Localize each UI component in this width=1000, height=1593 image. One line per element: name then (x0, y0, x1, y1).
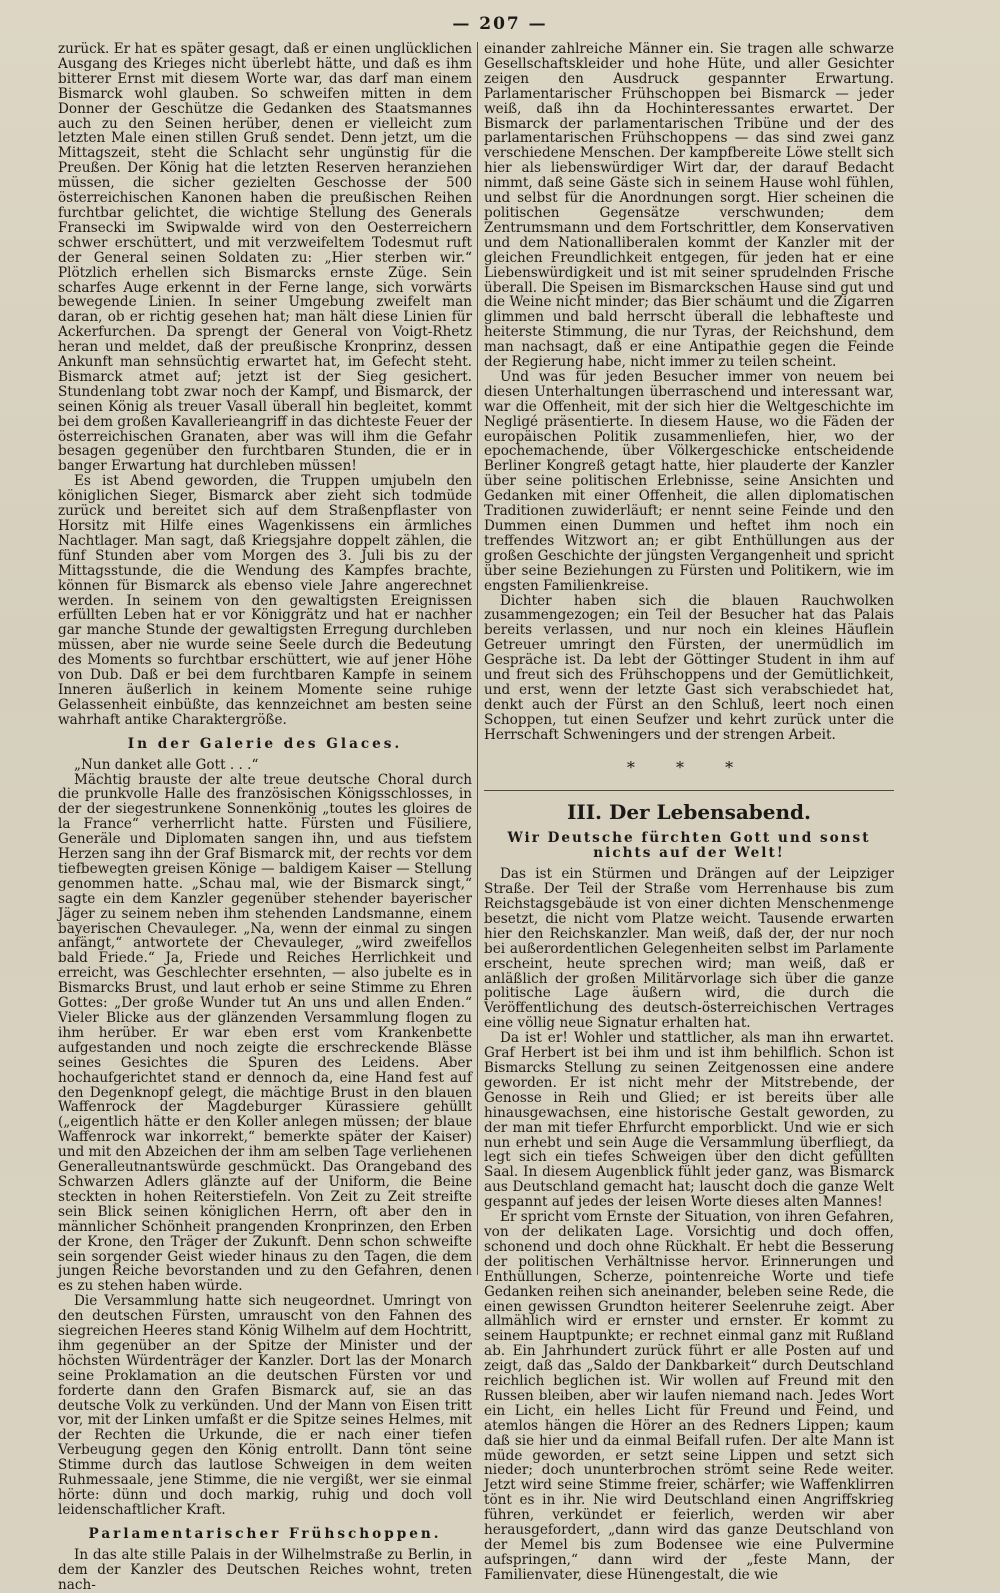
section-heading: In der Galerie des Glaces. (127, 735, 403, 752)
horizontal-rule (484, 790, 894, 791)
section-heading: Parlamentarischer Frühschoppen. (88, 1525, 442, 1542)
page-number: — 207 — (452, 14, 548, 34)
left-column (58, 41, 472, 1593)
paragraph: zurück. Er hat es später gesagt, daß er einen unglücklichen Ausgang des Krieges nicht überlebt hätte, und daß es ihm bitterer Ernst mit diesem Worte war, das darf man einem Bismarck wohl glauben. So schweifen mitten in dem Donner der Geschütze die Gedanken des Staatsmannes auch zu den Seinen herüber, denen er vielleicht zum letzten Male einen stillen Gruß sendet. Denn jetzt, um die Mittagszeit, steht die Schlacht sehr ungünstig für die Preußen. Der König hat die letzten Reserven heranziehen müssen, die sicher gezielten Geschosse der 500 österreichischen Kanonen haben die preußischen Reihen furchtbar gelichtet, die wichtige Stellung des Generals Fransecki im Swipwalde wird von den Oesterreichern schwer erschüttert, und mit verzweifeltem Todesmut ruft der General seinen Soldaten zu: „Hier sterben wir.“ Plötzlich erhellen sich Bismarcks ernste Züge. Sein scharfes Auge erkennt in der Ferne lange, sich vorwärts bewegende Linien. In seiner Umgebung zweifelt man daran, ob er richtig gesehen hat; man hält diese Linien für Ackerfurchen. Da sprengt der General von Voigt-Rhetz heran und meldet, daß der preußische Kronprinz, dessen Ankunft man sehnsüchtig erwartet hat, im Gefecht steht. Bismarck atmet auf; jetzt ist der Sieg gesichert. Stundenlang tobt zwar noch der Kampf, und Bismarck, der seinen König als treuer Vasall überall hin begleitet, kommt bei dem großen Kavallerieangriff in das dichteste Feuer der österreichischen Granaten, aber was will ihm die Gefahr besagen gegenüber den furchtbaren Stunden, die er in banger Erwartung hat durchleben müssen! (58, 41, 472, 475)
paragraph: Die Versammlung hatte sich neugeordnet. Umringt von den deutschen Fürsten, umrauscht von den Fahnen des siegreichen Heeres stand König Wilhelm auf dem Hochtritt, ihm gegenüber an der Spitze der Minister und der höchsten Würdenträger der Kanzler. Dort las der Monarch seine Proklamation an die deutschen Fürsten vor und forderte dann den Grafen Bismarck auf, sie an das deutsche Volk zu verkünden. Und der Mann von Eisen tritt vor, mit der Linken umfaßt er die Spitze seines Helmes, mit der Rechten die Urkunde, die er nach einer tiefen Verbeugung gegen den König entrollt. Dann tönt seine Stimme durch das lautlose Schweigen in dem weiten Ruhmessaale, jene Stimme, die nie vergißt, wer sie einmal hörte: dünn und doch markig, ruhig und doch voll leidenschaftlicher Kraft. (58, 1293, 472, 1518)
chapter-heading: III. Der Lebensabend. (566, 799, 811, 824)
paragraph: Mächtig brauste der alte treue deutsche Choral durch die prunkvolle Halle des französischen Königsschlosses, in der der siegestrunkene Sonnenkönig „toutes les gloires de la France“ verherrlicht hatte. Fürsten und Füsiliere, Generäle und Diplomaten sangen ihn, und aus tiefstem Herzen sang ihn der Graf Bismarck mit, der rechts vor dem tiefbewegten greisen Könige — baldigem Kaiser — Stellung genommen hatte. „Schau mal, wie der Bismarck singt,“ sagte ein dem Kanzler gegenüber stehender bayerischer Jäger zu seinem neben ihm stehenden Landsmanne, einem bayerischen Chevauleger. „Na, wenn der einmal zu singen anfängt,“ antwortete der Chevauleger, „wird zweifellos bald Friede.“ Ja, Friede und Reiches Herrlichkeit und erreicht, was Geschlechter ersehnten, — also jubelte es in Bismarcks Brust, und laut erhob er seine Stimme zu Ehren Gottes: „Der große Wunder tut An uns und allen Enden.“ Vieler Blicke aus der glänzenden Versammlung flogen zu ihm herüber. Er war eben erst vom Krankenbette aufgestanden und noch zeigte die erschreckende Blässe seines Gesichtes die Spuren des Leidens. Aber hochaufgerichtet stand er dennoch da, eine Hand fest auf den Degenknopf gelegt, die mächtige Brust in den blauen Waffenrock der Magdeburger Kürassiere gehüllt („eigentlich hätte er den Koller anlegen müssen; der blaue Waffenrock war inkorrekt,“ bemerkte später der Kaiser) und mit den Abzeichen der ihm am selben Tage verliehenen Generalleutnantswürde geschmückt. Das Orangeband des Schwarzen Adlers glänzte auf der Uniform, die Beine steckten in hohen Reiterstiefeln. Von Zeit zu Zeit streifte sein Blick seinen königlichen Herrn, oft aber den in männlicher Schönheit prangenden Kronprinzen, den Erben der Krone, den Träger der Zukunft. Denn schon schweifte sein sorgender Geist wieder hinaus zu den Tagen, die dem jungen Reiche bevorstanden und zu den Gefahren, denen es zu stehen haben würde. (58, 771, 472, 1295)
paragraph: Es ist Abend geworden, die Truppen umjubeln den königlichen Sieger, Bismarck aber zieht sich todmüde zurück und bereitet sich auf dem Straßenpflaster von Horsitz mit Hilfe eines Wagenkissens ein ärmliches Nachtlager. Man sagt, daß Kriegsjahre doppelt zählen, die fünf Stunden aber vom Morgen des 3. Juli bis zu der Mittagsstunde, die die Wendung des Kampfes brachte, können für Bismarck als ebenso viele Jahre angerechnet werden. In seinem von den gewaltigsten Ereignissen erfüllten Leben hat er vor Königgrätz und hat er nachher gar manche Stunde der gewaltigsten Erregung durchleben müssen, aber nie wurde seine Seele durch die Bedeutung des Moments so furchtbar erschüttert, wie auf jener Höhe von Dub. Daß er bei dem furchtbaren Kampfe in seinem Inneren äußerlich in keinem Momente seine ruhige Gelassenheit einbüßte, das kennzeichnet am besten seine wahrhaft antike Charaktergröße. (58, 473, 472, 728)
paragraph: Dichter haben sich die blauen Rauchwolken zusammengezogen; ein Teil der Besucher hat das Palais bereits verlassen, und nur noch ein kleines Häuflein Getreuer umringt den Fürsten, der unermüdlich im Gespräche ist. Da lebt der Göttinger Student in ihm auf und freut sich des Frühschoppens und der Gemütlichkeit, und erst, wenn der letzte Gast sich verabschiedet hat, denkt auch der Fürst an den Schluß, leert noch einen Schoppen, tut einen Seufzer und kehrt zurück unter die Herrschaft Schweningers und der strengen Arbeit. (484, 592, 894, 743)
paragraph: Und was für jeden Besucher immer von neuem bei diesen Unterhaltungen überraschend und interessant war, war die Offenheit, mit der sich hier die Weltgeschichte im Negligé präsentierte. In diesem Hause, wo die Fäden der europäischen Politik zusammenliefen, hier, wo der epochemachende, über Völkergeschicke entscheidende Berliner Kongreß getagt hatte, hier plauderte der Kanzler über seine politischen Erlebnisse, seine Ansichten und Gedanken mit einer Offenheit, die allen diplomatischen Traditionen zuwiderläuft; er nennt seine Feinde und den Dummen einen Dummen und heftet ihm noch ein treffendes Witzwort an; er gibt Enthüllungen aus der großen Geschichte der jüngsten Vergangenheit und spricht über seine Beziehungen zu Fürsten und Politikern, wie im engsten Familienkreise. (484, 368, 894, 594)
paragraph: Er spricht vom Ernste der Situation, von ihren Gefahren, von der delikaten Lage. Vorsichtig und doch offen, schonend und doch ohne Rückhalt. Er hebt die Besserung der politischen Verhältnisse hervor. Erinnerungen und Enthüllungen, Scherze, pointenreiche Worte und tiefe Gedanken reihen sich aneinander, beleben seine Rede, die einen gewissen Grundton heiterer Seelenruhe zeigt. Aber allmählich wird er ernster und ernster. Er kommt zu seinem Hauptpunkte; er rechnet einmal ganz mit Rußland ab. Ein Jahrhundert zurück führt er alle Posten auf und zeigt, daß das „Saldo der Dankbarkeit“ durch Deutschland reichlich beglichen ist. Wir wollen auf Freund mit den Russen bleiben, aber wir laufen niemand nach. Jedes Wort ein Licht, ein helles Licht für Freund und Feind, und atemlos hängen die Hörer an des Redners Lippen; kaum daß sie hier und da einmal Beifall rufen. Der alte Mann ist müde geworden, er setzt seine Lippen und setzt sich nieder; doch ununterbrochen strömt seine Rede weiter. Jetzt wird seine Stimme freier, schärfer; wie Waffenklirren tönt es in ihr. Nie wird Deutschland einen Angriffskrieg führen, verkündet er feierlich, werden wir aber herausgefordert, „dann wird das ganze Deutschland von der Memel bis zum Bodensee wie eine Pulvermine aufspringen,“ dann wird der „feste Mann, der Familienvater, diese Hünengestalt, die wie (484, 1209, 894, 1583)
right-column (484, 41, 894, 1583)
paragraph: In das alte stille Palais in der Wilhelmstraße zu Berlin, in dem der Kanzler des Deutschen Reiches wohnt, treten nach- (58, 1546, 472, 1593)
paragraph: „Nun danket alle Gott . . .“ (74, 756, 259, 773)
section-separator: * * * (626, 757, 752, 777)
paragraph: einander zahlreiche Männer ein. Sie tragen alle schwarze Gesellschaftskleider und hohe Hüte, und aller Gesichter zeigen den Ausdruck gespannter Erwartung. Parlamentarischer Frühschoppen bei Bismarck — jeder weiß, daß ihn da Hochinteressantes erwartet. Der Bismarck der parlamentarischen Tribüne und der des parlamentarischen Frühschoppens — das sind zwei ganz verschiedene Menschen. Der kampfbereite Löwe stellt sich hier als liebenswürdiger Wirt dar, der darauf Bedacht nimmt, daß seine Gäste sich in seinem Hause wohl fühlen, und selbst für die Anordnungen sorgt. Hier scheinen die politischen Gegensätze verschwunden; dem Zentrumsmann und dem Fortschrittler, dem Konservativen und dem Nationalliberalen kommt der Kanzler mit der gleichen Freundlichkeit entgegen, für jeden hat er eine Liebenswürdigkeit und ist mit seiner sprudelnden Frische überall. Die Speisen im Bismarckschen Hause sind gut und die Weine nicht minder; das Bier schäumt und die Zigarren glimmen und bald herrscht überall die lebhafteste und heiterste Stimmung, die nur Tyras, der Reichshund, dem man nachsagt, daß er eine Antipathie gegen die Feinde der Regierung habe, nicht immer zu teilen scheint. (484, 41, 894, 371)
column-divider (477, 42, 478, 1275)
chapter-subheading: Wir Deutsche fürchten Gott und sonst nichts auf der Welt! (507, 830, 871, 862)
paragraph: Da ist er! Wohler und stattlicher, als man ihn erwartet. Graf Herbert ist bei ihm und ist ihm behilflich. Schon ist Bismarcks Stellung zu seinen Zeitgenossen eine andere geworden. Er ist nicht mehr der Mitstrebende, der Genosse in Reih und Glied; er ist bereits über alle hinausgewachsen, eine historische Gestalt geworden, zu der man mit tiefer Ehrfurcht emporblickt. Und wie er sich nun erhebt und sein Auge die Versammlung überfliegt, da legt sich ein tiefes Schweigen über den dicht gefüllten Saal. In diesem Augenblick fühlt jeder ganz, was Bismarck aus Deutschland gemacht hat; lauscht doch die ganze Welt gespannt auf jedes der leisen Worte dieses alten Mannes! (484, 1030, 894, 1211)
paragraph: Das ist ein Stürmen und Drängen auf der Leipziger Straße. Der Teil der Straße vom Herrenhause bis zum Reichstagsgebäude ist von einer dichten Menschenmenge besetzt, die nicht vom Platze weicht. Tausende erwarten hier den Reichskanzler. Man weiß, daß der, der nur noch bei außerordentlichen Gelegenheiten selbst im Parlamente erscheint, heute sprechen wird; man weiß, daß er anläßlich der großen Militärvorlage sich über die ganze politische Lage äußern wird, die durch die Veröffentlichung des deutsch-österreichischen Vertrages eine völlig neue Signatur erhalten hat. (484, 866, 894, 1032)
